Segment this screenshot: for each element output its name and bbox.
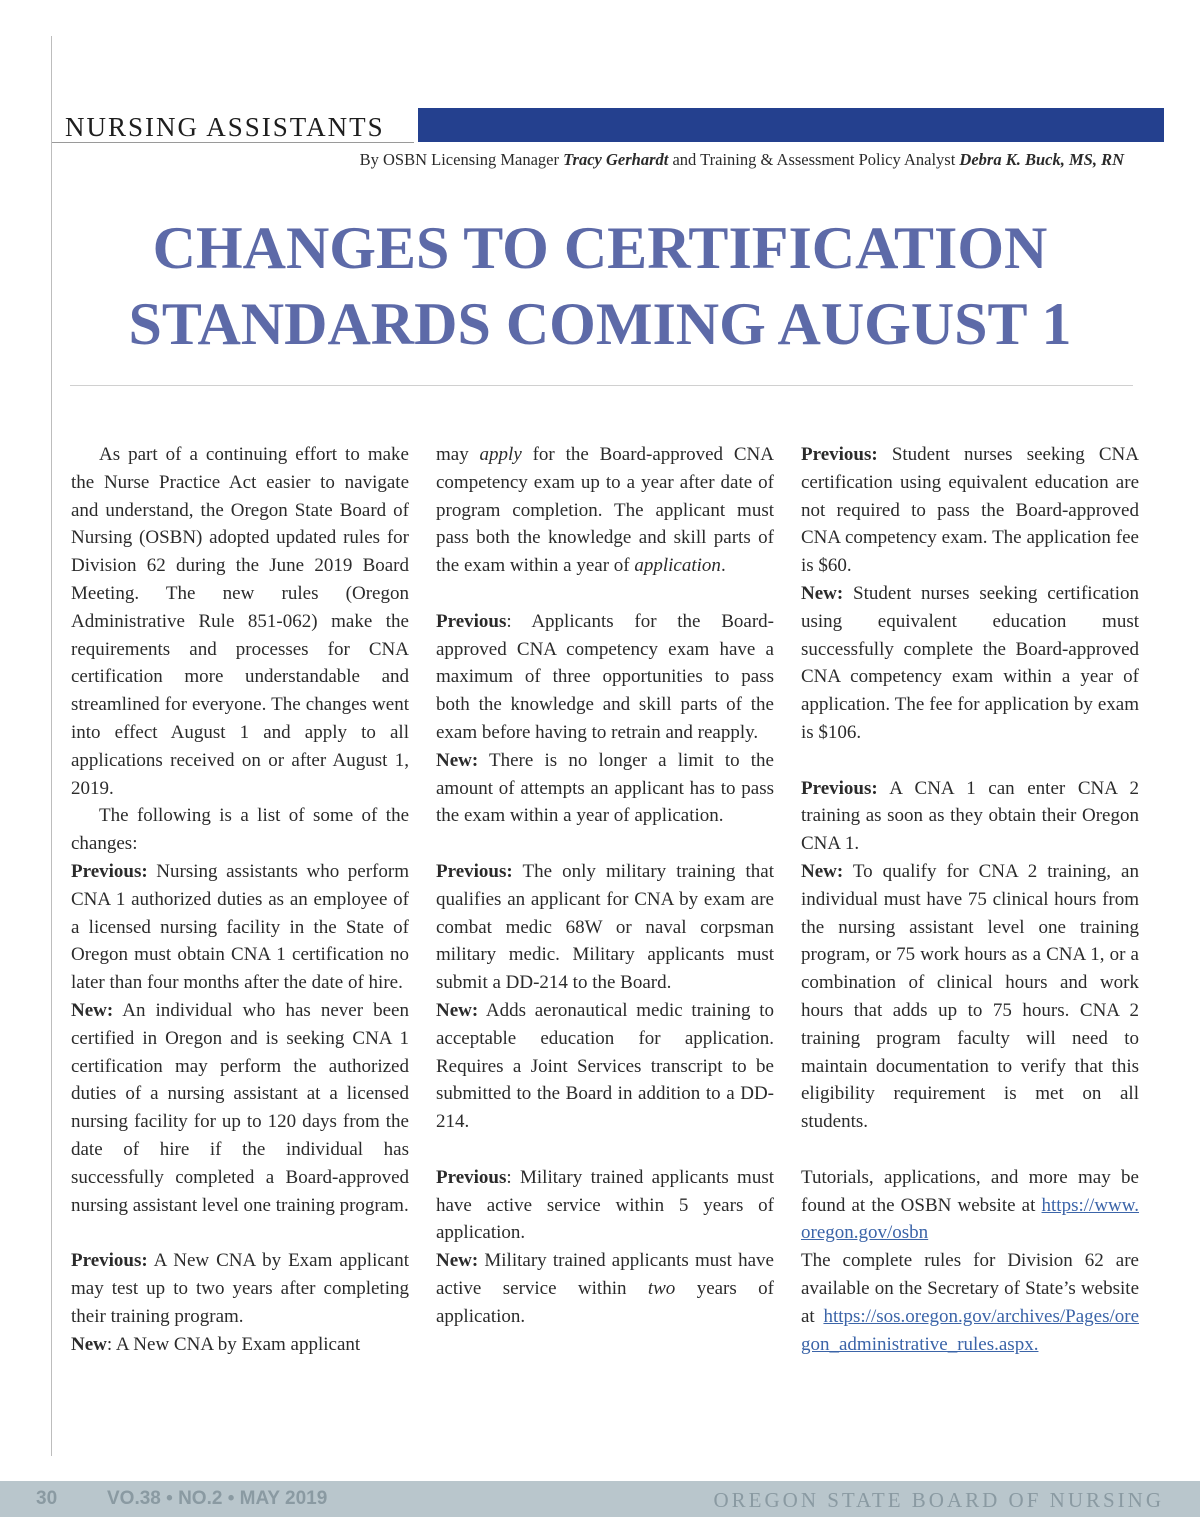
osbn-website-link[interactable]: https://www.oregon.gov/osbn xyxy=(801,1194,1139,1244)
rules-paragraph xyxy=(801,1247,1139,1358)
new-text: Adds aeronautical medic training to acceptable education for application. Requires a Joint Services transcript to be submitted to the Board in addition to a DD-214. xyxy=(436,999,774,1133)
change-previous-3 xyxy=(436,608,774,747)
byline-author-2: Debra K. Buck, MS, RN xyxy=(959,150,1124,169)
byline-middle: and Training & Assessment Policy Analyst xyxy=(668,150,960,169)
new-text: To qualify for CNA 2 training, an individual must have 75 clinical hours from the nursing assistant level one training program, or 75 work hours as a CNA 1, or a combination of clinical hours and work hours that adds up to 75 hours. CNA 2 training program faculty will need to maintain documentation to verify that this eligibility requirement is met on all students. xyxy=(801,860,1139,1133)
new-label: New: xyxy=(436,999,479,1021)
previous-label: Previous xyxy=(436,610,507,632)
previous-label: Previous: xyxy=(71,860,148,882)
new-label: New: xyxy=(436,1250,479,1272)
previous-label: Previous xyxy=(436,1166,507,1188)
previous-label: Previous: xyxy=(801,777,878,799)
change-new-7 xyxy=(801,858,1139,1136)
footer-bar xyxy=(0,1481,1200,1517)
article-column-3 xyxy=(801,441,1139,1358)
rules-text: The complete rules for Division 62 are available on the Secretary of State’s website at xyxy=(801,1250,1139,1327)
article-column-2 xyxy=(436,441,774,1331)
change-new-3 xyxy=(436,747,774,830)
new-text: Military trained applicants must have active service within xyxy=(436,1250,774,1299)
change-previous-6 xyxy=(801,441,1139,580)
oregon-rules-link[interactable]: https://sos.oregon.gov/archives/Pages/oregon_administrative_rules.aspx. xyxy=(801,1305,1139,1355)
new-label: New: xyxy=(436,749,479,771)
new-label: New: xyxy=(801,860,844,882)
emphasis-text: application xyxy=(634,555,721,577)
previous-label: Previous: xyxy=(436,860,513,882)
continued-text: for the Board-approved CNA competency exam up to a year after date of program completion. The applicant must pass both the knowledge and skill parts of the exam within a year of xyxy=(436,444,775,577)
change-new-1 xyxy=(71,997,409,1219)
new-text: years of application. xyxy=(436,1277,774,1327)
headline-line-2: STANDARDS COMING AUGUST 1 xyxy=(128,291,1072,357)
issue-info: VO.38 • NO.2 • MAY 2019 xyxy=(107,1488,328,1509)
change-new-5 xyxy=(436,1247,774,1330)
article-column-1 xyxy=(71,441,409,1358)
headline xyxy=(60,210,1140,362)
previous-text: : Military trained applicants must have active service within 5 years of application. xyxy=(436,1166,774,1244)
previous-text: Nursing assistants who perform CNA 1 authorized duties as an employee of a licensed nursing facility in the State of Oregon must obtain CNA 1 certification no later than four months after the date of hire. xyxy=(71,860,409,994)
change-previous-1 xyxy=(71,858,409,997)
new-text: There is no longer a limit to the amount of attempts an applicant has to pass the exam within a year of application. xyxy=(436,749,774,827)
list-intro-paragraph: The following is a list of some of the changes: xyxy=(71,805,409,855)
new-label: New: xyxy=(801,582,844,604)
previous-text: Student nurses seeking CNA certification using equivalent education are not required to pass the Board-approved CNA competency exam. The application fee is $60. xyxy=(801,444,1139,577)
new-text: : A New CNA by Exam applicant xyxy=(106,1333,361,1355)
change-new-2-continued xyxy=(436,441,774,580)
previous-text: A New CNA by Exam applicant may test up to two years after completing their training program. xyxy=(71,1250,409,1327)
emphasis-text: two xyxy=(647,1277,676,1299)
continued-text: . xyxy=(720,555,726,577)
change-new-4 xyxy=(436,997,774,1136)
previous-text: : Applicants for the Board-approved CNA competency exam have a maximum of three opportunities to pass both the knowledge and skill parts of the exam before having to retrain and reapply. xyxy=(436,610,774,743)
section-label: NURSING ASSISTANTS xyxy=(65,112,385,142)
new-label: New xyxy=(71,1333,107,1355)
section-header xyxy=(52,106,1164,144)
intro-paragraph: As part of a continuing effort to make the Nurse Practice Act easier to navigate and understand, the Oregon State Board of Nursing (OSBN) adopted updated rules for Division 62 during the June 2019 Board Meeting. The new rules (Oregon Administrative Rule 851-062) make the requirements and processes for CNA certification more understandable and streamlined for everyone. The changes went into effect August 1 and apply to all applications received on or after August 1, 2019. xyxy=(71,444,409,799)
change-new-6 xyxy=(801,580,1139,747)
byline-prefix: By OSBN Licensing Manager xyxy=(359,150,564,169)
change-new-2 xyxy=(71,1331,409,1359)
change-previous-2 xyxy=(71,1247,409,1330)
new-text: An individual who has never been certified in Oregon and is seeking CNA 1 certification may perform the authorized duties of a nursing assistant at a licensed nursing facility for up to 120 days from the date of hire if the individual has successfully completed a Board-approved nursing assistant level one training program. xyxy=(71,999,409,1216)
new-label: New: xyxy=(71,999,114,1021)
previous-text: The only military training that qualifies an applicant for CNA by exam are combat medic 68W or naval corpsman military medic. Military applicants must submit a DD-214 to the Board. xyxy=(436,860,774,994)
change-previous-5 xyxy=(436,1164,774,1247)
tutorials-text: Tutorials, applications, and more may be found at the OSBN website at xyxy=(801,1166,1139,1216)
previous-label: Previous: xyxy=(801,444,878,465)
previous-text: A CNA 1 can enter CNA 2 training as soon as they obtain their Oregon CNA 1. xyxy=(801,777,1139,855)
section-accent-bar xyxy=(418,108,1164,142)
continued-text: may xyxy=(436,444,480,465)
section-underline xyxy=(52,142,414,143)
change-previous-4 xyxy=(436,858,774,997)
new-text: Student nurses seeking certification using equivalent education must successfully complete the Board-approved CNA competency exam within a year of application. The fee for application by exam is $106. xyxy=(801,582,1139,743)
headline-divider xyxy=(70,385,1133,386)
page-number: 30 xyxy=(36,1488,58,1509)
publisher-name: OREGON STATE BOARD OF NURSING xyxy=(713,1488,1164,1512)
emphasis-text: apply xyxy=(479,444,522,465)
change-previous-7 xyxy=(801,775,1139,858)
previous-label: Previous: xyxy=(71,1250,148,1272)
tutorials-paragraph xyxy=(801,1164,1139,1247)
margin-rule xyxy=(51,36,52,1456)
byline-author-1: Tracy Gerhardt xyxy=(563,150,669,169)
headline-line-1: CHANGES TO CERTIFICATION xyxy=(152,215,1048,281)
byline xyxy=(360,150,1124,170)
